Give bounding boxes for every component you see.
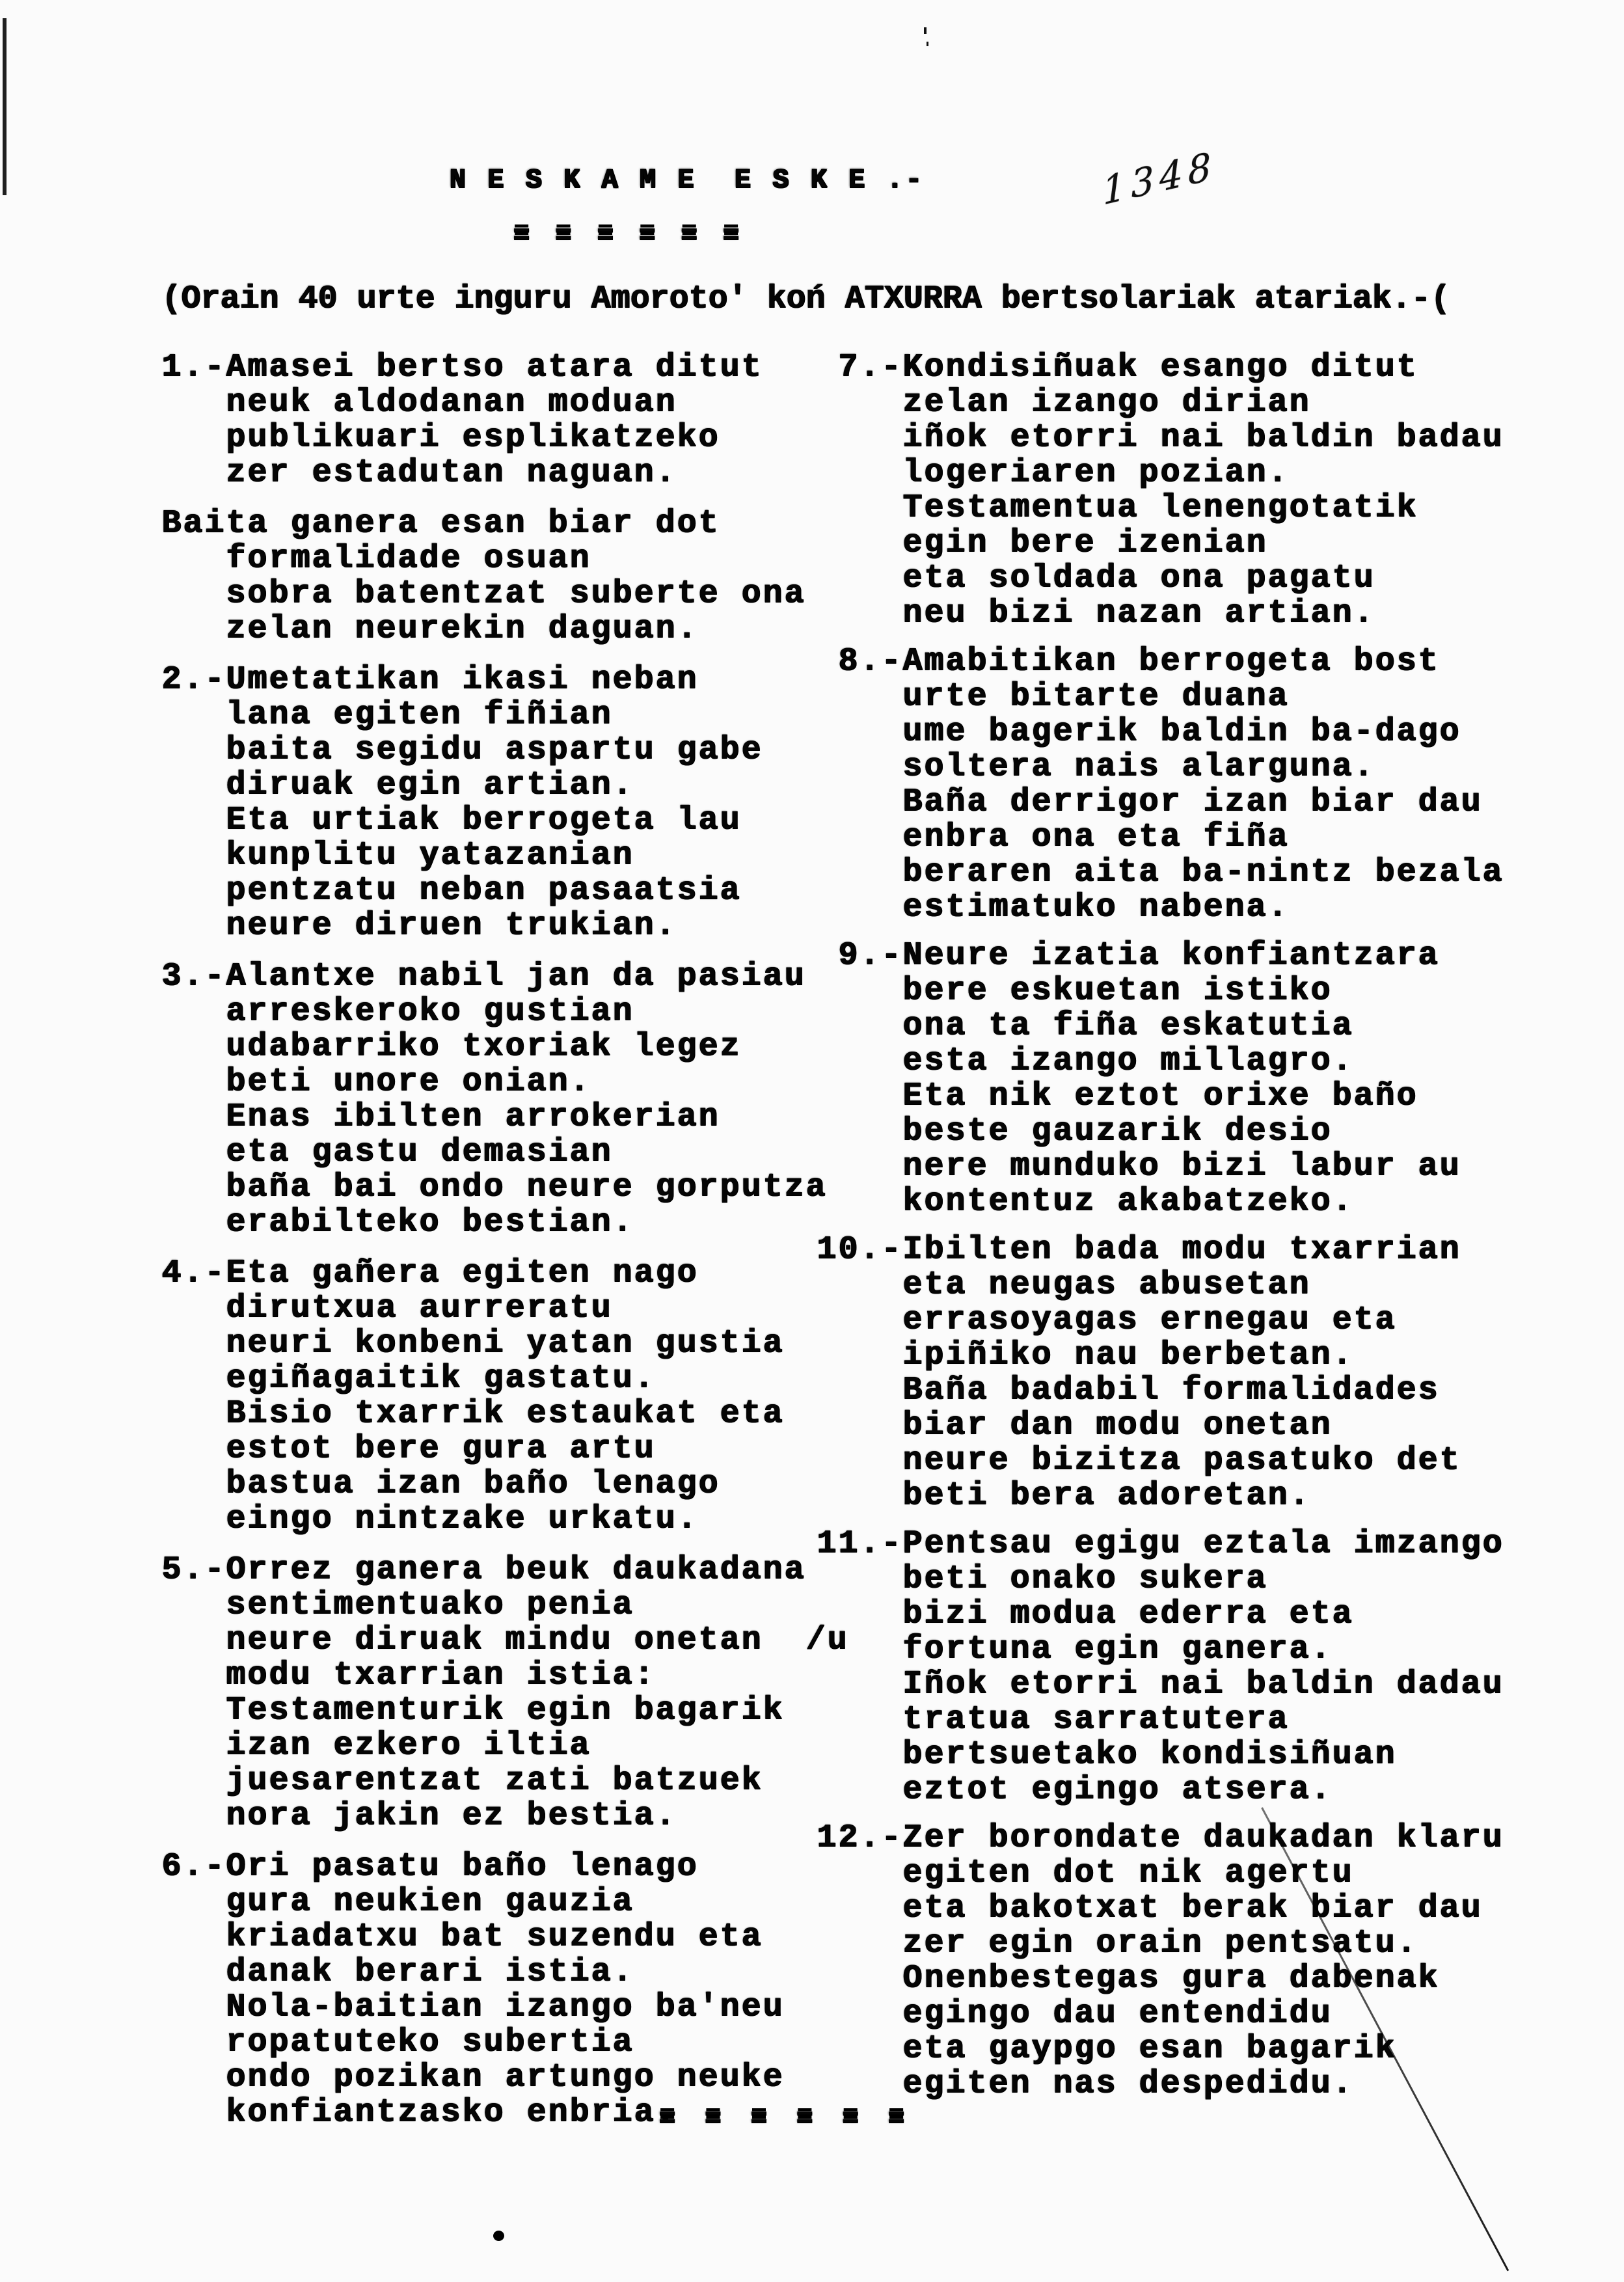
title-underline: = = = = = = [513,220,744,251]
verse-line: beti onako sukera [902,1560,1268,1597]
verse-line: sobra batentzat suberte ona [226,575,806,612]
verse [161,1849,848,2130]
verse-text: Neure izatia konfiantzara [902,937,1440,974]
verse-line: eztot egingo atsera. [902,1771,1333,1808]
verse-line: izan ezkero iltia [226,1727,591,1764]
verse [817,1527,1504,1808]
verse-line: publikuari esplikatzeko [226,419,720,456]
verse-line: errasoyagas ernegau eta [902,1301,1397,1338]
verse-line: baita segidu aspartu gabe [226,731,763,768]
verse-text: Baita ganera esan biar dot [161,505,720,542]
verse-line: udabarriko txoriak legez [226,1028,742,1065]
verse-text: Kondisiñuak esango ditut [902,349,1418,386]
handwritten-number: 1348 [1101,143,1218,214]
verse-line: logeriaren pozian. [902,454,1290,491]
verse-first-line [161,506,848,541]
verse-line: Testamentua lenengotatik [902,489,1418,526]
verse-line: urte bitarte duana [902,678,1290,715]
verse-line: kunplitu yatazanian [226,837,634,874]
verse-number: 9.- [817,937,903,974]
verse-text: Amabitikan berrogeta bost [902,643,1440,680]
verse-number: 5.- [161,1551,226,1588]
verse-number: 4.- [161,1255,226,1292]
verse [161,506,848,647]
verse-line: diruak egin artian. [226,767,634,804]
verse-line: eta gastu demasian [226,1134,613,1171]
verse-text: Zer borondate daukadan klaru [902,1819,1504,1856]
verse-line: neure diruen trukian. [226,907,677,944]
verse-line: egingo dau entendidu [902,1995,1333,2032]
verse-line: enbra ona eta fiña [902,819,1290,856]
verse-first-line [161,350,848,385]
verse-number: 3.- [161,958,226,995]
verse-first-line [161,1256,848,1291]
verse-line: arreskeroko gustian [226,993,634,1030]
verse-line: Baña badabil formalidades [902,1372,1440,1409]
verse-first-line [161,1849,848,1884]
verse-line: lana egiten fiñian [226,696,613,733]
verse [161,662,848,944]
verse-line: egin bere izenian [902,524,1268,562]
verse-line: Onenbestegas gura dabenak [902,1960,1440,1997]
verse-text: Orrez ganera beuk daukadana [226,1551,806,1588]
verse-first-line [817,1821,1504,1856]
verse-line: juesarentzat zati batzuek [226,1762,763,1799]
verse-line: Baña derrigor izan biar dau [902,783,1483,821]
verse-number: 10.- [817,1231,903,1268]
verse [161,350,848,491]
verse [161,959,848,1240]
verse-line: ipiñiko nau berbetan. [902,1337,1354,1374]
verse-line: eta neugas abusetan [902,1266,1311,1303]
verse-line: sentimentuako penia [226,1586,634,1623]
verse-line: konfiantzasko enbria. [226,2094,677,2131]
verse-line: soltera nais alarguna. [902,748,1375,785]
verse-line: nere munduko bizi labur au [902,1148,1461,1185]
verse-line: estot bere gura artu [226,1430,656,1467]
verse-first-line [161,662,848,698]
verse-line: zer egin orain pentsatu. [902,1925,1418,1962]
verse-first-line [817,1527,1504,1562]
verse [817,1821,1504,2102]
verse [161,1256,848,1537]
verse-number: 2.- [161,661,226,698]
verse-line: eta gaypgo esan bagarik [902,2030,1397,2067]
verse-line: ume bagerik baldin ba-dago [902,713,1461,750]
verse-text: Alantxe nabil jan da pasiau [226,958,806,995]
verse-line: egiñagaitik gastatu. [226,1360,656,1397]
verse-text: Pentsau egigu eztala imzango [902,1525,1504,1562]
verse-line: neu bizi nazan artian. [902,595,1375,632]
verse-line: bizi modua ederra eta [902,1596,1354,1633]
verse-line: beraren aita ba-nintz bezala [902,854,1504,891]
verse-line: estimatuko nabena. [902,889,1290,926]
verse [817,938,1504,1219]
intro-line: (Orain 40 urte inguru Amoroto' koń ATXURRA bertsolariak atariak.-( [161,280,1450,318]
verse [817,1232,1504,1514]
page-title: N E S K A M E E S K E .- [449,164,925,195]
verse-line: nora jakin ez bestia. [226,1797,677,1834]
verse-line: eta bakotxat berak biar dau [902,1890,1483,1927]
verse-number: 11.- [817,1525,903,1562]
verse-first-line [817,644,1504,679]
verse-line: bastua izan baño lenago [226,1465,720,1502]
verse-text: Eta gañera egiten nago [226,1255,699,1292]
footer-separator: = = = = = = [658,2103,911,2134]
verse-line: iñok etorri nai baldin badau [902,419,1504,456]
verse-line: modu txarrian istia: [226,1657,656,1694]
verse-text: Umetatikan ikasi neban [226,661,699,698]
ink-dot [493,2231,504,2241]
verse-line: baña bai ondo neure gorputza [226,1169,828,1206]
verse-line: esta izango millagro. [902,1042,1354,1080]
scan-speck [927,42,928,46]
verse-first-line [161,1553,848,1588]
verse-line: formalidade osuan [226,540,591,577]
verse-line: bere eskuetan istiko [902,972,1333,1009]
verse-text: Ibilten bada modu txarrian [902,1231,1461,1268]
verse [817,350,1504,631]
verse-first-line [161,959,848,994]
verse-column-right [817,350,1504,2115]
verse-number: 6.- [161,1848,226,1885]
verse-first-line [817,1232,1504,1268]
scan-speck [924,27,927,34]
verse-line: biar dan modu onetan [902,1407,1333,1444]
verse-line: neure diruak mindu onetan /u [226,1622,849,1659]
verse-number: 7.- [817,349,903,386]
verse-line: ondo pozikan artungo neuke [226,2059,785,2096]
verse-text: Ori pasatu baño lenago [226,1848,699,1885]
verse-line: zer estadutan naguan. [226,454,677,491]
verse-line: tratua sarratutera [902,1701,1290,1738]
verse-number: 12.- [817,1819,903,1856]
verse-line: egiten nas despedidu. [902,2065,1354,2102]
verse-line: bertsuetako kondisiñuan [902,1736,1397,1773]
verse-line: kriadatxu bat suzendu eta [226,1918,763,1955]
verse-line: danak berari istia. [226,1953,634,1990]
verse-line: Iñok etorri nai baldin dadau [902,1666,1504,1703]
verse-line: kontentuz akabatzeko. [902,1183,1354,1220]
verse-line: Enas ibilten arrokerian [226,1098,720,1135]
verse-line: pentzatu neban pasaatsia [226,872,742,909]
verse-line: Nola-baitian izango ba'neu [226,1989,785,2026]
verse-line: neure bizitza pasatuko det [902,1442,1461,1479]
verse-line: eingo nintzake urkatu. [226,1501,699,1538]
verse-text: Amasei bertso atara ditut [226,349,763,386]
verse-line: eta soldada ona pagatu [902,560,1375,597]
verse-first-line [817,938,1504,973]
verse [817,644,1504,925]
verse-line: Eta nik eztot orixe baño [902,1078,1418,1115]
verse-number: 1.- [161,349,226,386]
verse-line: neuk aldodanan moduan [226,384,677,421]
verse-line: ona ta fiña eskatutia [902,1007,1354,1044]
verse-column-left [161,350,848,2146]
verse-line: zelan izango dirian [902,384,1311,421]
verse-line: erabilteko bestian. [226,1204,634,1241]
verse-line: ropatuteko subertia [226,2024,634,2061]
verse-line: Testamenturik egin bagarik [226,1692,785,1729]
verse-line: gura neukien gauzia [226,1883,634,1920]
verse [161,1553,848,1834]
verse-number: 8.- [817,643,903,680]
verse-line: dirutxua aurreratu [226,1290,613,1327]
verse-line: beste gauzarik desio [902,1113,1333,1150]
verse-line: neuri konbeni yatan gustia [226,1325,785,1362]
scan-edge-artifact [3,18,7,195]
verse-line: Eta urtiak berrogeta lau [226,802,742,839]
verse-line: egiten dot nik agertu [902,1854,1354,1892]
verse-line: Bisio txarrik estaukat eta [226,1395,785,1432]
verse-line: fortuna egin ganera. [902,1631,1333,1668]
verse-line: beti unore onian. [226,1063,591,1100]
verse-line: beti bera adoretan. [902,1477,1311,1514]
verse-first-line [817,350,1504,385]
verse-line: zelan neurekin daguan. [226,610,699,647]
